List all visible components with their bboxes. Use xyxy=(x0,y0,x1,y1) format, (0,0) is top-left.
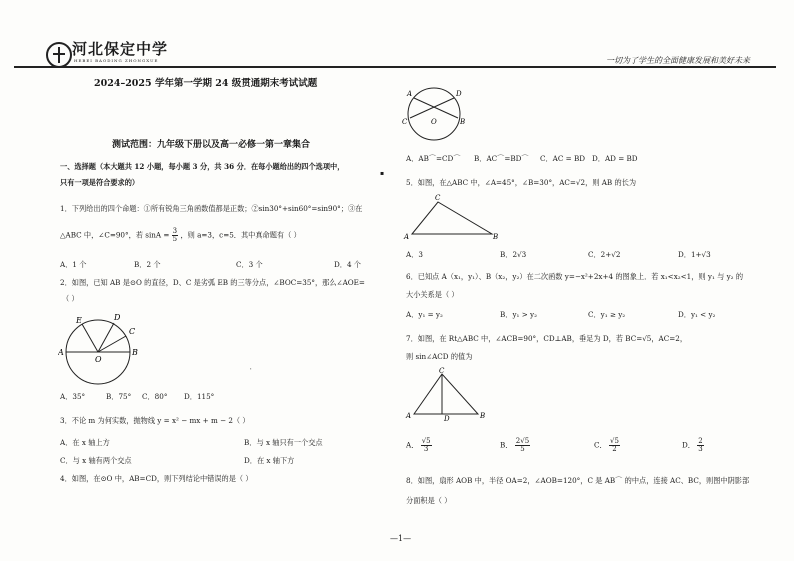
q6-option-a[interactable]: A．y₁ = y₂ xyxy=(406,310,443,319)
q5-option-a[interactable]: A．3 xyxy=(406,250,423,259)
q1-option-d[interactable]: D．4 个 xyxy=(334,260,361,269)
q3-option-b[interactable]: B．与 x 轴只有一个交点 xyxy=(244,438,323,447)
q1-option-a[interactable]: A．1 个 xyxy=(60,260,87,269)
q1-frac-num: 3 xyxy=(172,227,178,235)
q2-option-c[interactable]: C．80° xyxy=(142,392,168,401)
q7-option-c[interactable] xyxy=(594,438,620,453)
q4-label-d: D xyxy=(456,90,462,98)
school-name: 河北保定中学 xyxy=(72,40,169,58)
q5-triangle-figure xyxy=(402,192,504,240)
q1-option-b[interactable]: B．2 个 xyxy=(134,260,161,269)
section-heading: 一、选择题（本大题共 12 小题，每小题 3 分，共 36 分．在每小题给出的四个选项中， xyxy=(60,162,345,171)
scan-mark-2: ▪ xyxy=(380,170,385,177)
q4-circle-figure xyxy=(400,78,472,146)
q8-line1: 8．如图，扇形 AOB 中，半径 OA=2，∠AOB=120°，C 是 AB⌒ 的中点，连接 AC、BC，则图中阴影部 xyxy=(406,476,750,485)
q8-line2: 分面积是（ ） xyxy=(406,496,452,505)
q7-option-b-fraction xyxy=(515,438,530,453)
q2-label-a: A xyxy=(58,348,64,357)
q7-option-a-num: √5 xyxy=(421,437,431,445)
q2-label-c: C xyxy=(129,327,136,336)
q5-option-c[interactable]: C．2+√2 xyxy=(588,250,621,259)
q7-label-b: B xyxy=(480,412,486,420)
q6-line1: 6．已知点 A（x₁，y₁）、B（x₂，y₂）在二次函数 y=−x²+2x+4 的图象上．若 x₁<x₂<1，则 y₁ 与 y₂ 的 xyxy=(406,272,744,281)
q7-option-a-fraction xyxy=(421,438,432,453)
q2-label-e: E xyxy=(76,316,82,325)
q7-line2: 则 sin∠ACD 的值为 xyxy=(406,352,473,361)
q5-label-b: B xyxy=(493,233,499,240)
q5-triangle xyxy=(412,202,492,234)
q1-line2 xyxy=(60,228,301,243)
q7-option-b-prefix: B． xyxy=(500,440,513,450)
q6-option-c[interactable]: C．y₁ ≥ y₂ xyxy=(588,310,626,319)
q3-line1: 3．不论 m 为何实数，抛物线 y = x² − mx + m − 2（ ） xyxy=(60,416,250,425)
q4-option-a[interactable]: A．AB⌒=CD⌒ xyxy=(406,154,461,163)
q1-line2b: ，则 a=3，c=5．其中真命题有（ ） xyxy=(180,230,301,240)
scan-mark: ˈ xyxy=(250,368,252,375)
q3-option-c[interactable]: C．与 x 轴有两个交点 xyxy=(60,456,132,465)
q1-frac-den: 5 xyxy=(172,235,178,243)
q4-option-c[interactable]: C．AC = BD xyxy=(540,154,586,163)
q6-option-b[interactable]: B．y₁ > y₂ xyxy=(500,310,537,319)
q2-option-d[interactable]: D．115° xyxy=(184,392,215,401)
q4-chord-ab xyxy=(414,98,458,118)
section-heading-2: 只有一项是符合要求的） xyxy=(60,178,140,187)
q5-option-b[interactable]: B．2√3 xyxy=(500,250,527,259)
q7-option-b-den: 5 xyxy=(520,445,525,453)
q4-circle xyxy=(408,88,460,140)
q7-triangle xyxy=(414,374,478,414)
q7-label-d: D xyxy=(444,415,450,422)
school-motto: 一切为了学生的全面健康发展和美好未来 xyxy=(606,56,750,65)
school-name-en: HEBEI BAODING ZHONGXUE xyxy=(74,58,159,63)
q5-label-a: A xyxy=(404,233,410,240)
q7-option-a-prefix: A． xyxy=(406,440,419,450)
q7-option-b-num: 2√5 xyxy=(515,437,530,445)
q2-circle-figure xyxy=(58,310,142,390)
q7-option-c-num: √5 xyxy=(609,437,619,445)
q2-radius-oe xyxy=(82,324,98,352)
q7-option-a-den: 3 xyxy=(423,445,429,453)
q4-label-o: O xyxy=(431,118,437,126)
q7-option-d-prefix: D． xyxy=(682,440,695,450)
q4-label-c: C xyxy=(402,118,408,126)
q4-label-a: A xyxy=(407,90,413,98)
q3-option-a[interactable]: A．在 x 轴上方 xyxy=(60,438,110,447)
q5-option-d[interactable]: D．1+√3 xyxy=(678,250,711,259)
q7-option-d-den: 3 xyxy=(698,445,703,453)
q6-line2: 大小关系是（ ） xyxy=(406,290,459,299)
q2-option-b[interactable]: B．75° xyxy=(106,392,132,401)
q2-label-b: B xyxy=(132,348,138,357)
q2-label-d: D xyxy=(114,313,121,322)
q4-option-d[interactable]: D．AD = BD xyxy=(592,154,638,163)
q2-option-a[interactable]: A．35° xyxy=(60,392,86,401)
q1-option-c[interactable]: C．3 个 xyxy=(236,260,263,269)
q4-option-b[interactable]: B．AC⌒=BD⌒ xyxy=(474,154,529,163)
q2-line1: 2．如图，已知 AB 是⊙O 的直径，D、C 是劣弧 EB 的三等分点，∠BOC=35°，那么∠AOE= xyxy=(60,278,365,287)
q7-label-a: A xyxy=(406,412,412,420)
page-number: —1— xyxy=(390,534,412,543)
q3-option-d[interactable]: D．在 x 轴下方 xyxy=(244,456,295,465)
q7-option-c-prefix: C． xyxy=(594,440,607,450)
q4-line1: 4．如图，在⊙O 中，AB=CD，则下列结论中错误的是（ ） xyxy=(60,474,253,483)
q7-option-d[interactable] xyxy=(682,438,704,453)
q1-line1: 1．下列给出的四个命题：①所有锐角三角函数值都是正数；②sin30°+sin60°=sin90°；③在 xyxy=(60,204,363,213)
q7-option-d-num: 2 xyxy=(698,437,703,445)
q4-chord-cd xyxy=(410,98,454,118)
q7-option-b[interactable] xyxy=(500,438,530,453)
q5-line1: 5．如图，在△ABC 中，∠A=45°，∠B=30°，AC=√2，则 AB 的长为 xyxy=(406,178,637,187)
q7-triangle-figure xyxy=(404,366,494,422)
q7-option-c-den: 2 xyxy=(612,445,617,453)
q7-label-c: C xyxy=(439,367,445,375)
q4-label-b: B xyxy=(460,118,466,126)
header-rule xyxy=(14,66,776,68)
q1-frac-label: sinA = xyxy=(145,230,170,240)
q5-label-c: C xyxy=(435,194,441,202)
q7-option-a[interactable] xyxy=(406,438,432,453)
exam-scope: 测试范围：九年级下册以及高一必修一第一章集合 xyxy=(112,140,311,150)
q1-line2a: △ABC 中，∠C=90°，若 xyxy=(60,230,143,240)
q7-option-d-fraction xyxy=(697,438,703,453)
q7-line1: 7．如图，在 Rt△ABC 中，∠ACB=90°，CD⊥AB，垂足为 D，若 BC=√5，AC=2， xyxy=(406,334,688,343)
exam-title: 2024–2025 学年第一学期 24 级贯通期末考试试题 xyxy=(94,78,318,89)
q2-line2: （ ） xyxy=(62,294,79,303)
q2-label-o: O xyxy=(95,355,102,364)
school-logo-icon xyxy=(46,42,72,68)
q6-option-d[interactable]: D．y₁ < y₂ xyxy=(678,310,716,319)
q1-fraction xyxy=(172,228,178,243)
q7-option-c-fraction xyxy=(609,438,620,453)
